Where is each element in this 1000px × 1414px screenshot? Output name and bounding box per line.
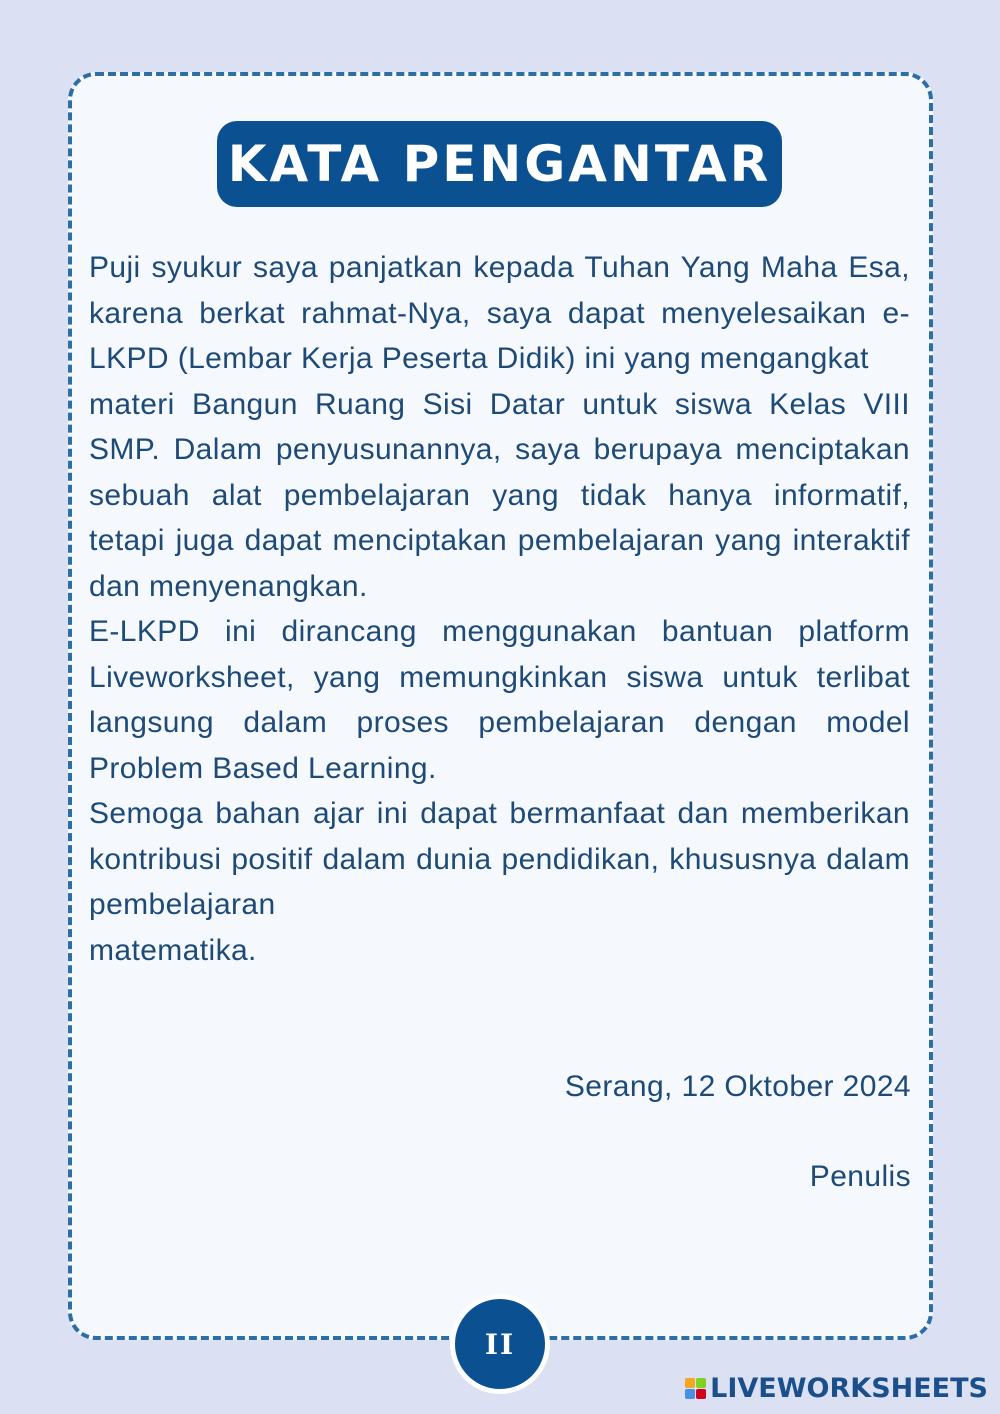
paragraph bbox=[89, 791, 910, 973]
paragraph-line: Semoga bahan ajar ini dapat bermanfaat dan memberikan kontribusi positif dalam dunia pendidikan, khususnya dalam pembelajaran bbox=[89, 797, 910, 921]
brand-name: LIVEWORKSHEETS bbox=[710, 1373, 988, 1404]
liveworksheets-watermark bbox=[685, 1373, 988, 1404]
signature-date: Serang, 12 Oktober 2024 bbox=[564, 1070, 911, 1103]
liveworksheets-logo-icon bbox=[685, 1378, 706, 1399]
title-banner bbox=[217, 121, 782, 207]
paragraph-line: Puji syukur saya panjatkan kepada Tuhan Yang Maha Esa, karena berkat rahmat-Nya, saya dapat menyelesaikan e-LKPD (Lembar Kerja Peserta Didik) ini yang mengangkat bbox=[89, 251, 910, 375]
body-text bbox=[89, 245, 910, 973]
page-number: II bbox=[484, 1327, 516, 1361]
paragraph bbox=[89, 609, 910, 791]
logo-tile bbox=[696, 1389, 706, 1399]
paragraph-line: matematika. bbox=[89, 933, 257, 967]
paragraph-line: materi Bangun Ruang Sisi Datar untuk siswa Kelas VIII SMP. Dalam penyusunannya, saya berupaya menciptakan sebuah alat pembelajaran yang tidak hanya informatif, tetapi juga dapat menciptakan pembelajaran yang interaktif dan menyenangkan. bbox=[89, 387, 910, 603]
logo-tile bbox=[696, 1378, 706, 1388]
paragraph-line: E-LKPD ini dirancang menggunakan bantuan platform Liveworksheet, yang memungkinkan siswa untuk terlibat langsung dalam proses pembelajaran dengan model Problem Based Learning. bbox=[89, 615, 910, 785]
page-number-badge bbox=[450, 1294, 550, 1394]
logo-tile bbox=[685, 1389, 695, 1399]
page-title: KATA PENGANTAR bbox=[227, 135, 772, 193]
logo-tile bbox=[685, 1378, 695, 1388]
signature-author: Penulis bbox=[809, 1160, 911, 1193]
paragraph bbox=[89, 245, 910, 609]
